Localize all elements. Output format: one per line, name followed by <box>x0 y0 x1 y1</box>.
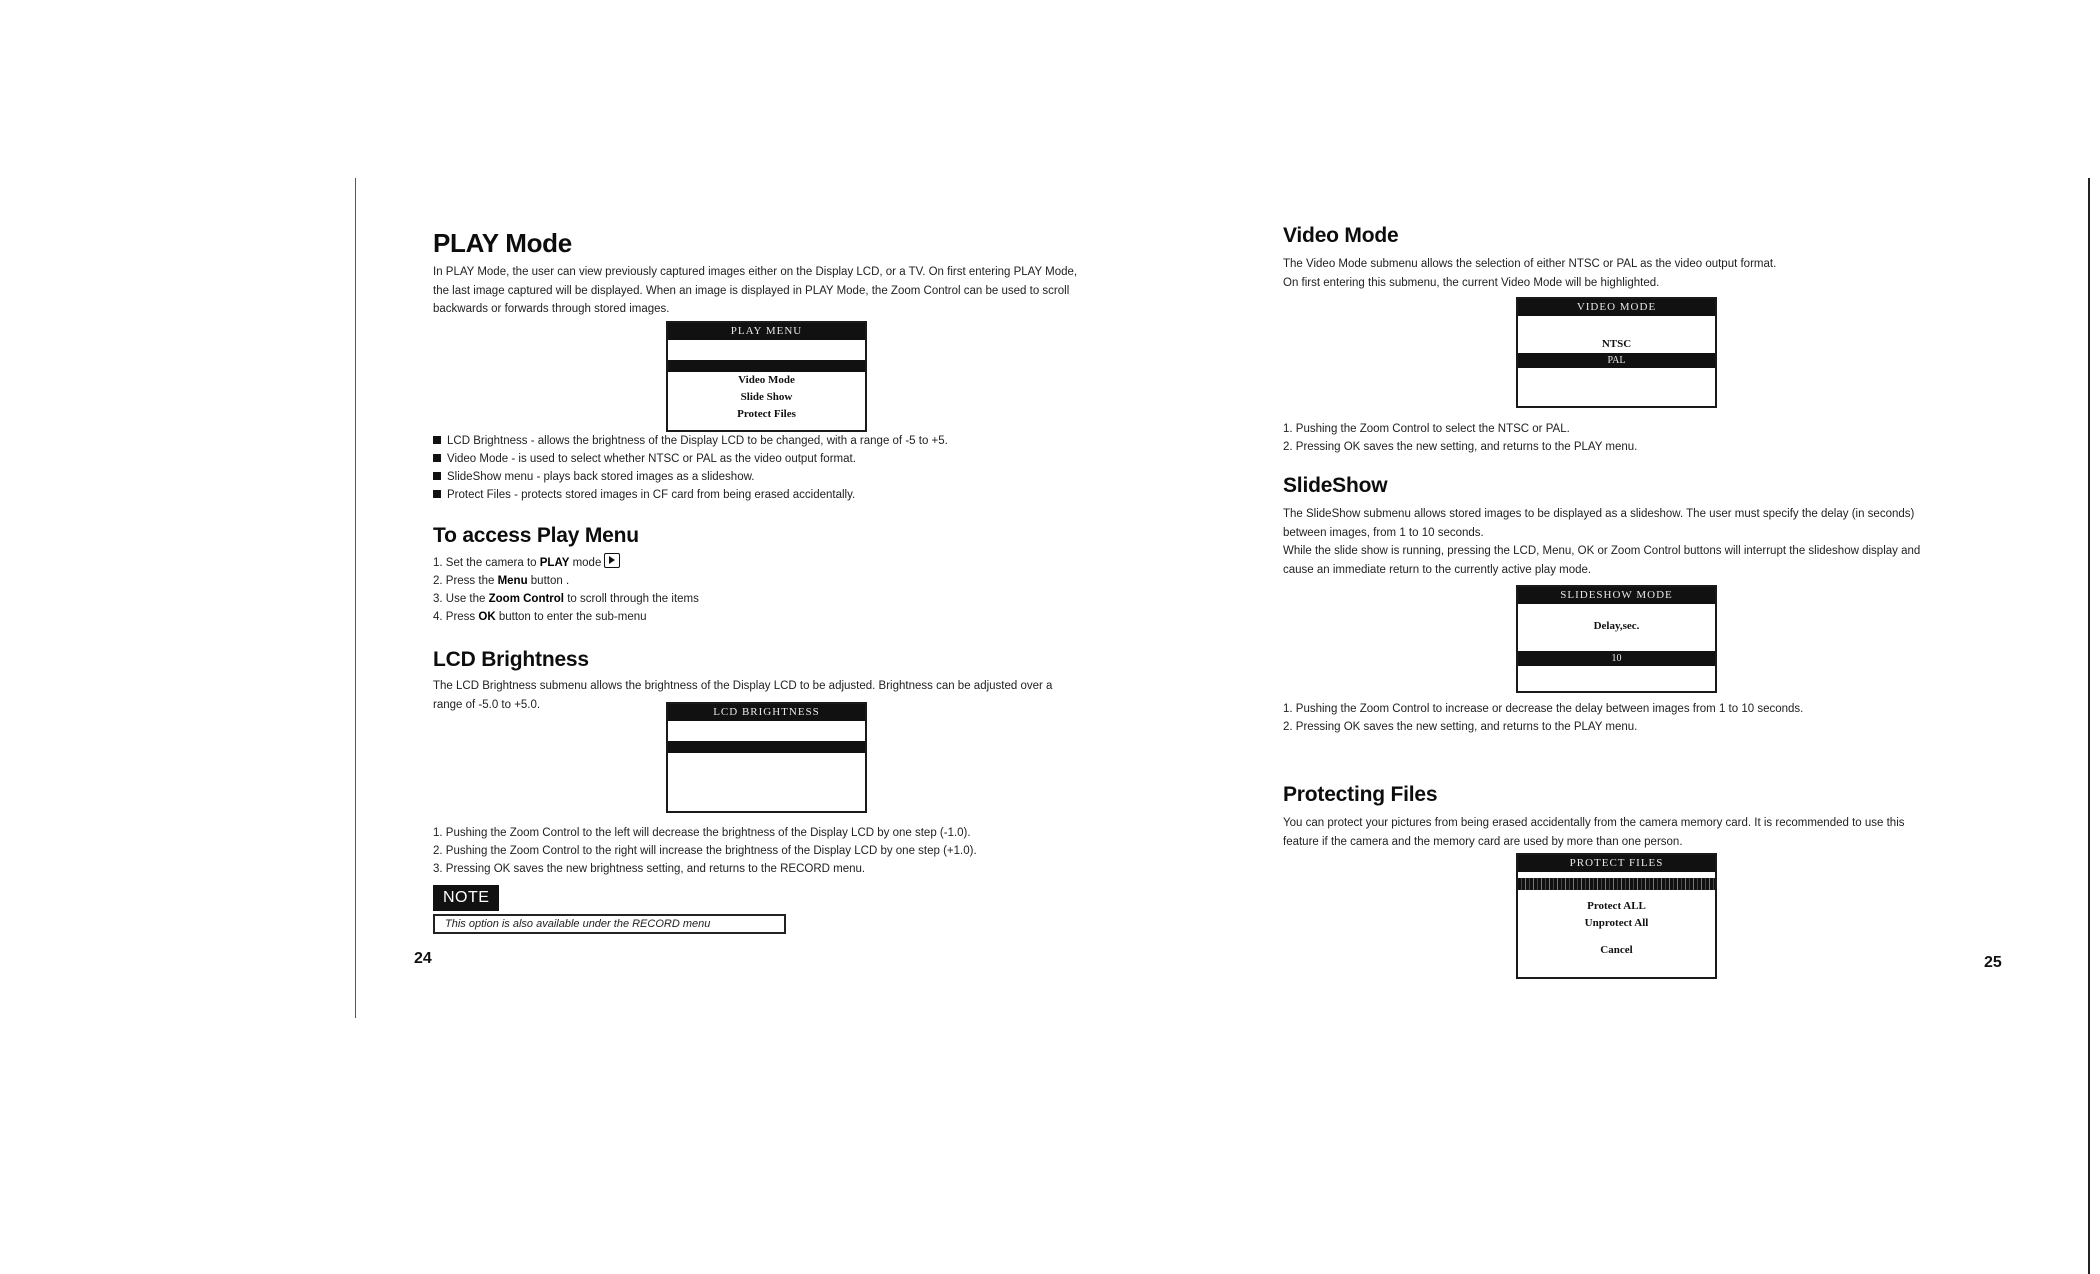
access-steps <box>433 553 699 626</box>
menu-item-unprotect-all: Unprotect All <box>1584 917 1649 929</box>
slideshow-title: SlideShow <box>1283 474 1388 497</box>
video-mode-intro <box>1283 255 1776 292</box>
slideshow-menu-screenshot <box>1516 585 1717 693</box>
play-mode-icon <box>604 553 620 568</box>
video-mode-title: Video Mode <box>1283 224 1399 247</box>
menu-item-ntsc: NTSC <box>1601 338 1632 350</box>
menu-item-pal-highlighted: PAL <box>1518 353 1715 368</box>
intro-line: The LCD Brightness submenu allows the brightness of the Display LCD to be adjusted. Brightness can be adjusted over a <box>433 680 1053 692</box>
slideshow-intro <box>1283 505 1920 579</box>
list-item: LCD Brightness - allows the brightness of the Display LCD to be changed, with a range of -5 to +5. <box>433 432 948 450</box>
list-item: Protect Files - protects stored images in CF card from being erased accidentally. <box>433 486 948 504</box>
menu-item-slide-show: Slide Show <box>740 391 793 403</box>
square-bullet-icon <box>433 490 441 498</box>
page-number: 24 <box>414 950 432 967</box>
menu-item-protect-all: Protect ALL <box>1587 900 1646 912</box>
intro-line: backwards or forwards through stored images. <box>433 303 670 315</box>
play-mode-title: PLAY Mode <box>433 228 572 258</box>
intro-line: You can protect your pictures from being erased accidentally from the camera memory card. It is recommended to use this <box>1283 817 1905 829</box>
intro-line: between images, from 1 to 10 seconds. <box>1283 526 1484 539</box>
video-mode-menu-screenshot <box>1516 297 1717 408</box>
list-item: SlideShow menu - plays back stored images as a slideshow. <box>433 468 948 486</box>
list-item: 3. Use the Zoom Control to scroll through the items <box>433 593 699 605</box>
menu-title: LCD BRIGHTNESS <box>668 704 865 721</box>
list-item: Video Mode - is used to select whether NTSC or PAL as the video output format. <box>433 450 948 468</box>
play-menu-screenshot <box>666 321 867 432</box>
menu-title: SLIDESHOW MODE <box>1518 587 1715 604</box>
intro-line: While the slide show is running, pressing the LCD, Menu, OK or Zoom Control buttons will interrupt the slideshow display and <box>1283 545 1921 557</box>
menu-item-cancel: Cancel <box>1600 944 1633 956</box>
menu-highlight-bar <box>1518 878 1715 890</box>
list-item: 2. Pressing OK saves the new setting, and returns to the PLAY menu. <box>1283 441 1638 453</box>
square-bullet-icon <box>433 454 441 462</box>
brightness-value-bar <box>668 741 865 753</box>
list-item: 2. Press the Menu button . <box>433 575 570 587</box>
menu-item-protect-files: Protect Files <box>737 408 796 420</box>
page-number: 25 <box>1984 954 2002 971</box>
right-edge-line <box>2088 178 2090 1274</box>
intro-line: range of -5.0 to +5.0. <box>433 698 541 711</box>
menu-title: PLAY MENU <box>668 323 865 340</box>
note-text: This option is also available under the RECORD menu <box>433 914 786 934</box>
menu-title: VIDEO MODE <box>1518 299 1715 316</box>
video-mode-steps <box>1283 420 1637 456</box>
left-margin-line <box>355 178 356 1018</box>
intro-line: The Video Mode submenu allows the selection of either NTSC or PAL as the video output format. <box>1283 258 1777 270</box>
intro-line: cause an immediate return to the currently active play mode. <box>1283 563 1592 576</box>
list-item: 1. Set the camera to PLAY mode <box>433 553 699 572</box>
list-item: 2. Pushing the Zoom Control to the right will increase the brightness of the Display LCD by one step (+1.0). <box>433 845 977 857</box>
intro-line: On first entering this submenu, the current Video Mode will be highlighted. <box>1283 276 1660 289</box>
list-item: 4. Press OK button to enter the sub-menu <box>433 611 647 623</box>
access-play-menu-title: To access Play Menu <box>433 524 639 547</box>
protecting-files-intro <box>1283 814 1905 851</box>
lcd-brightness-title: LCD Brightness <box>433 648 589 671</box>
intro-line: The SlideShow submenu allows stored images to be displayed as a slideshow. The user must specify the delay (in seconds) <box>1283 508 1915 520</box>
list-item: 3. Pressing OK saves the new brightness setting, and returns to the RECORD menu. <box>433 863 866 875</box>
list-item: 1. Pushing the Zoom Control to the left will decrease the brightness of the Display LCD by one step (-1.0). <box>433 827 971 839</box>
list-item: 2. Pressing OK saves the new setting, and returns to the PLAY menu. <box>1283 721 1638 733</box>
list-item: 1. Pushing the Zoom Control to select the NTSC or PAL. <box>1283 423 1570 435</box>
list-item: 1. Pushing the Zoom Control to increase or decrease the delay between images from 1 to 10 seconds. <box>1283 703 1804 715</box>
slideshow-steps <box>1283 700 1803 736</box>
play-mode-bullets <box>433 432 948 504</box>
play-mode-intro <box>433 263 1077 319</box>
protect-files-menu-screenshot <box>1516 853 1717 979</box>
square-bullet-icon <box>433 436 441 444</box>
intro-line: In PLAY Mode, the user can view previously captured images either on the Display LCD, or a TV. On first entering PLAY Mode, <box>433 266 1078 278</box>
note-label: NOTE <box>433 885 499 911</box>
lcd-brightness-steps <box>433 824 977 878</box>
square-bullet-icon <box>433 472 441 480</box>
menu-title: PROTECT FILES <box>1518 855 1715 872</box>
menu-highlight-bar <box>668 360 865 372</box>
protecting-files-title: Protecting Files <box>1283 783 1438 806</box>
lcd-brightness-menu-screenshot <box>666 702 867 813</box>
delay-label: Delay,sec. <box>1593 620 1640 632</box>
delay-value-highlighted: 10 <box>1518 651 1715 666</box>
intro-line: feature if the camera and the memory card are used by more than one person. <box>1283 835 1683 848</box>
menu-item-video-mode: Video Mode <box>738 374 795 386</box>
intro-line: the last image captured will be displayed. When an image is displayed in PLAY Mode, the Zoom Control can be used to scroll <box>433 284 1070 297</box>
